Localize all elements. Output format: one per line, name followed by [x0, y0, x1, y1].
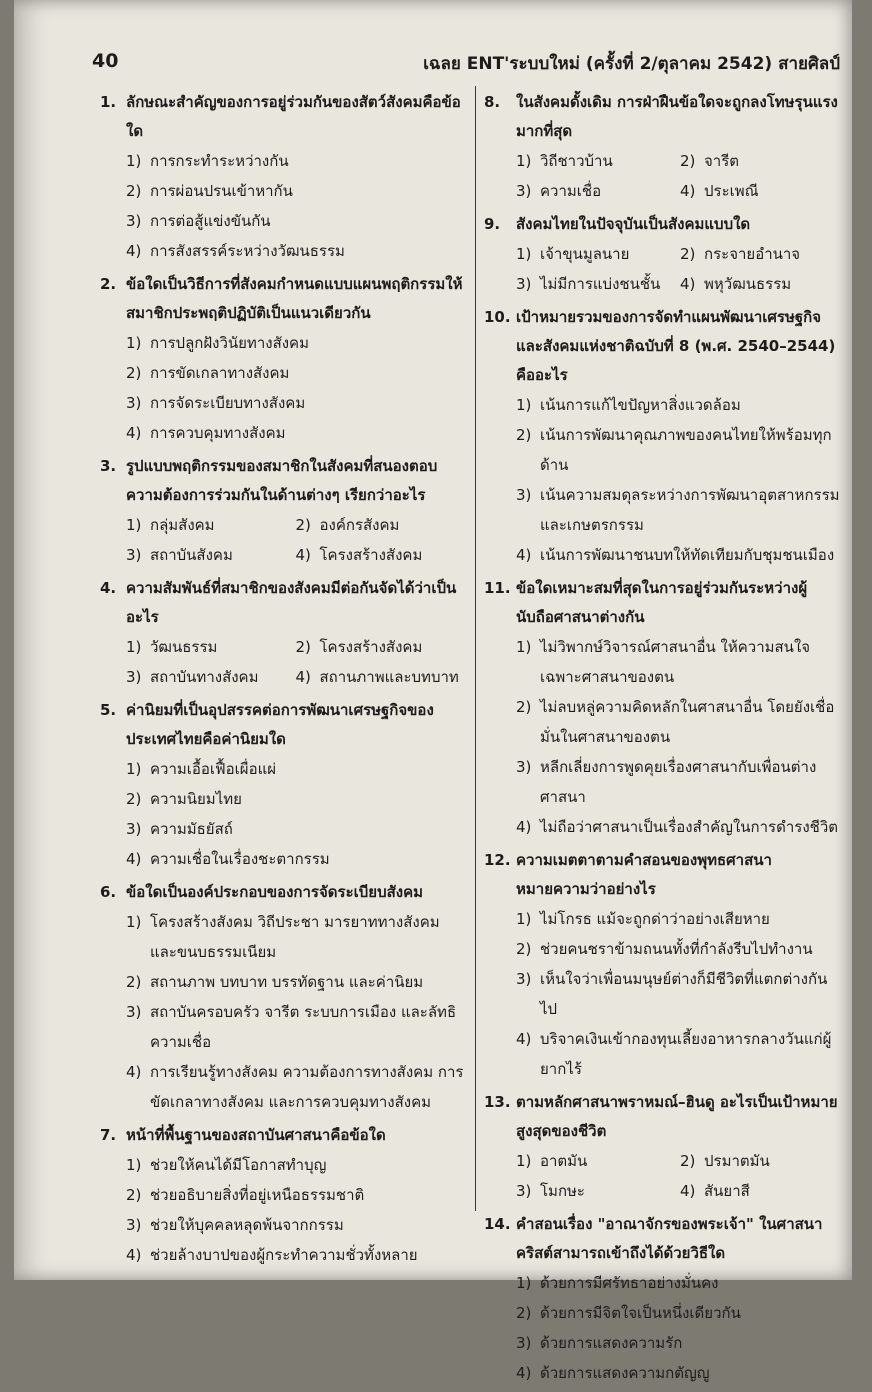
- option-text: ประเพณี: [704, 182, 759, 200]
- option-text: สถาบันครอบครัว จารีต ระบบการเมือง และลัทธิความเชื่อ: [150, 1003, 457, 1051]
- answer-option: [126, 784, 465, 814]
- option-number: 1): [126, 516, 142, 534]
- answer-option: [516, 632, 844, 692]
- answer-option: [126, 146, 465, 176]
- option-text: วิถีชาวบ้าน: [540, 152, 613, 170]
- answer-option: [516, 239, 680, 269]
- answer-option: [296, 510, 466, 540]
- question-text: สังคมไทยในปัจจุบันเป็นสังคมแบบใด: [516, 215, 751, 233]
- answer-option: [126, 844, 465, 874]
- question-item: [100, 1121, 465, 1270]
- option-text: ช่วยอธิบายสิ่งที่อยู่เหนือธรรมชาติ: [150, 1186, 365, 1204]
- question-stem: [484, 846, 844, 904]
- answer-option: [126, 1180, 465, 1210]
- answer-options: [126, 510, 465, 570]
- option-row: [126, 662, 465, 692]
- option-row: [516, 269, 844, 299]
- question-number: 13.: [484, 1093, 511, 1111]
- option-number: 4): [680, 275, 696, 293]
- answer-option: [126, 1057, 465, 1117]
- answer-options: [516, 390, 844, 570]
- option-number: 1): [126, 334, 142, 352]
- right-column: [484, 88, 844, 1392]
- option-text: ช่วยให้คนได้มีโอกาสทำบุญ: [150, 1156, 327, 1174]
- option-text: ช่วยล้างบาปของผู้กระทำความชั่วทั้งหลาย: [150, 1246, 418, 1264]
- option-number: 1): [126, 1156, 142, 1174]
- option-number: 4): [126, 1246, 142, 1264]
- option-text: ด้วยการแสดงความรัก: [540, 1334, 683, 1352]
- answer-option: [680, 1146, 844, 1176]
- option-text: การเรียนรู้ทางสังคม ความต้องการทางสังคม การขัดเกลาทางสังคม และการควบคุมทางสังคม: [150, 1063, 464, 1111]
- question-number: 12.: [484, 851, 511, 869]
- option-number: 4): [516, 818, 532, 836]
- option-number: 2): [680, 1152, 696, 1170]
- question-text: ลักษณะสำคัญของการอยู่ร่วมกันของสัตว์สังคมคือข้อใด: [126, 93, 461, 140]
- option-text: เน้นการพัฒนาชนบทให้ทัดเทียมกับชุมชนเมือง: [540, 546, 835, 564]
- option-number: 1): [516, 396, 532, 414]
- answer-option: [516, 540, 844, 570]
- answer-options: [126, 754, 465, 874]
- answer-option: [516, 934, 844, 964]
- answer-option: [126, 662, 296, 692]
- question-number: 9.: [484, 215, 501, 233]
- option-text: เน้นความสมดุลระหว่างการพัฒนาอุตสาหกรรมและเกษตรกรรม: [540, 486, 840, 534]
- question-stem: [484, 88, 844, 146]
- option-text: ความเอื้อเฟื้อเผื่อแผ่: [150, 760, 277, 778]
- option-number: 2): [516, 426, 532, 444]
- question-item: [100, 574, 465, 692]
- answer-option: [126, 967, 465, 997]
- option-text: การสังสรรค์ระหว่างวัฒนธรรม: [150, 242, 345, 260]
- question-item: [484, 1088, 844, 1206]
- page-header: [92, 50, 840, 78]
- option-text: โครงสร้างสังคม: [319, 638, 423, 656]
- option-text: การควบคุมทางสังคม: [150, 424, 286, 442]
- answer-option: [126, 540, 296, 570]
- column-divider: [475, 86, 476, 1211]
- option-text: สถาบันทางสังคม: [150, 668, 259, 686]
- option-text: องค์กรสังคม: [319, 516, 400, 534]
- option-row: [126, 510, 465, 540]
- option-row: [126, 632, 465, 662]
- option-number: 3): [516, 486, 532, 504]
- option-text: ความเชื่อในเรื่องชะตากรรม: [150, 850, 330, 868]
- answer-option: [516, 1176, 680, 1206]
- option-text: ไม่ลบหลู่ความคิดหลักในศาสนาอื่น โดยยังเชื่อมั่นในศาสนาของตน: [540, 698, 835, 746]
- answer-option: [296, 632, 466, 662]
- question-text: ข้อใดเหมาะสมที่สุดในการอยู่ร่วมกันระหว่างผู้นับถือศาสนาต่างกัน: [516, 579, 808, 626]
- question-number: 5.: [100, 701, 117, 719]
- question-text: รูปแบบพฤติกรรมของสมาชิกในสังคมที่สนองตอบความต้องการร่วมกันในด้านต่างๆ เรียกว่าอะไร: [126, 457, 438, 504]
- option-number: 1): [516, 1274, 532, 1292]
- question-item: [100, 878, 465, 1117]
- answer-option: [126, 358, 465, 388]
- question-stem: [100, 574, 465, 632]
- option-text: การผ่อนปรนเข้าหากัน: [150, 182, 293, 200]
- answer-option: [296, 662, 466, 692]
- option-number: 1): [126, 638, 142, 656]
- page-number: 40: [92, 50, 119, 72]
- answer-options: [516, 904, 844, 1084]
- answer-option: [680, 239, 844, 269]
- option-number: 3): [516, 1334, 532, 1352]
- option-text: ไม่มีการแบ่งชนชั้น: [540, 275, 661, 293]
- answer-options: [516, 1268, 844, 1388]
- option-text: กลุ่มสังคม: [150, 516, 215, 534]
- option-text: บริจาคเงินเข้ากองทุนเลี้ยงอาหารกลางวันแก่ผู้ยากไร้: [540, 1030, 832, 1078]
- option-text: เห็นใจว่าเพื่อนมนุษย์ต่างก็มีชีวิตที่แตกต่างกันไป: [540, 970, 828, 1018]
- question-stem: [100, 1121, 465, 1150]
- answer-option: [680, 269, 844, 299]
- option-number: 3): [516, 275, 532, 293]
- answer-option: [516, 964, 844, 1024]
- answer-option: [516, 480, 844, 540]
- option-number: 4): [126, 1063, 142, 1081]
- question-stem: [100, 88, 465, 146]
- exam-page: [14, 0, 852, 1382]
- option-row: [516, 1176, 844, 1206]
- question-number: 1.: [100, 93, 117, 111]
- option-number: 2): [680, 152, 696, 170]
- option-text: วัฒนธรรม: [150, 638, 218, 656]
- option-text: ด้วยการมีจิตใจเป็นหนึ่งเดียวกัน: [540, 1304, 741, 1322]
- option-row: [126, 540, 465, 570]
- answer-option: [126, 328, 465, 358]
- option-number: 1): [516, 638, 532, 656]
- question-number: 8.: [484, 93, 501, 111]
- question-text: ความสัมพันธ์ที่สมาชิกของสังคมมีต่อกันจัดได้ว่าเป็นอะไร: [126, 579, 457, 626]
- question-item: [100, 270, 465, 448]
- answer-option: [516, 812, 844, 842]
- answer-option: [516, 1268, 844, 1298]
- option-number: 3): [516, 970, 532, 988]
- option-row: [516, 146, 844, 176]
- option-number: 1): [126, 760, 142, 778]
- question-text: หน้าที่พื้นฐานของสถาบันศาสนาคือข้อใด: [126, 1126, 386, 1144]
- option-row: [516, 1146, 844, 1176]
- answer-option: [126, 206, 465, 236]
- answer-option: [680, 146, 844, 176]
- option-number: 2): [516, 698, 532, 716]
- option-number: 3): [126, 546, 142, 564]
- answer-option: [680, 176, 844, 206]
- option-number: 1): [516, 152, 532, 170]
- question-number: 10.: [484, 308, 511, 326]
- option-number: 3): [126, 212, 142, 230]
- answer-option: [516, 692, 844, 752]
- option-text: ช่วยคนชราข้ามถนนทั้งที่กำลังรีบไปทำงาน: [540, 940, 813, 958]
- option-number: 2): [680, 245, 696, 263]
- question-number: 11.: [484, 579, 511, 597]
- answer-option: [516, 752, 844, 812]
- option-text: ความนิยมไทย: [150, 790, 242, 808]
- question-text: ข้อใดเป็นวิธีการที่สังคมกำหนดแบบแผนพฤติกรรมให้สมาชิกประพฤติปฏิบัติเป็นแนวเดียวกัน: [126, 275, 463, 322]
- answer-options: [126, 632, 465, 692]
- option-number: 2): [126, 182, 142, 200]
- answer-option: [126, 907, 465, 967]
- option-number: 2): [126, 790, 142, 808]
- option-text: ไม่วิพากษ์วิจารณ์ศาสนาอื่น ให้ความสนใจเฉพาะศาสนาของตน: [540, 638, 811, 686]
- option-text: ด้วยการมีศรัทธาอย่างมั่นคง: [540, 1274, 719, 1292]
- option-text: โครงสร้างสังคม วิถีประชา มารยาททางสังคม และขนบธรรมเนียม: [150, 913, 440, 961]
- answer-options: [126, 146, 465, 266]
- answer-option: [126, 418, 465, 448]
- question-stem: [484, 1088, 844, 1146]
- option-number: 2): [295, 516, 311, 534]
- answer-option: [516, 1024, 844, 1084]
- option-number: 1): [516, 910, 532, 928]
- option-number: 3): [126, 820, 142, 838]
- question-item: [484, 88, 844, 206]
- answer-option: [516, 1358, 844, 1388]
- question-item: [100, 696, 465, 874]
- question-text: ค่านิยมที่เป็นอุปสรรคต่อการพัฒนาเศรษฐกิจของประเทศไทยคือค่านิยมใด: [126, 701, 434, 748]
- option-text: ความมัธยัสถ์: [150, 820, 233, 838]
- answer-option: [126, 632, 296, 662]
- question-number: 3.: [100, 457, 117, 475]
- answer-option: [516, 1328, 844, 1358]
- answer-option: [126, 1240, 465, 1270]
- running-title: เฉลย ENT'ระบบใหม่ (ครั้งที่ 2/ตุลาคม 2542) สายศิลป์: [423, 54, 840, 74]
- answer-option: [516, 1298, 844, 1328]
- option-number: 1): [516, 245, 532, 263]
- answer-option: [126, 997, 465, 1057]
- answer-option: [516, 904, 844, 934]
- question-number: 7.: [100, 1126, 117, 1144]
- option-number: 2): [295, 638, 311, 656]
- option-text: ไม่โกรธ แม้จะถูกด่าว่าอย่างเสียหาย: [540, 910, 770, 928]
- question-stem: [484, 1210, 844, 1268]
- answer-option: [516, 1146, 680, 1176]
- option-number: 4): [126, 424, 142, 442]
- option-text: ด้วยการแสดงความกตัญญู: [540, 1364, 710, 1382]
- option-row: [516, 239, 844, 269]
- option-number: 1): [516, 1152, 532, 1170]
- answer-option: [516, 146, 680, 176]
- option-text: หลีกเลี่ยงการพูดคุยเรื่องศาสนากับเพื่อนต่างศาสนา: [540, 758, 817, 806]
- option-text: เจ้าขุนมูลนาย: [540, 245, 630, 263]
- question-number: 2.: [100, 275, 117, 293]
- answer-option: [516, 269, 680, 299]
- option-number: 4): [516, 1030, 532, 1048]
- question-stem: [484, 210, 844, 239]
- option-number: 3): [126, 1216, 142, 1234]
- option-row: [516, 176, 844, 206]
- answer-option: [126, 176, 465, 206]
- answer-options: [516, 146, 844, 206]
- question-stem: [100, 270, 465, 328]
- option-number: 2): [126, 973, 142, 991]
- question-text: ความเมตตาตามคำสอนของพุทธศาสนาหมายความว่าอย่างไร: [516, 851, 772, 898]
- question-item: [100, 452, 465, 570]
- question-item: [484, 846, 844, 1084]
- option-text: สถานภาพและบทบาท: [319, 668, 459, 686]
- option-number: 3): [126, 1003, 142, 1021]
- question-number: 4.: [100, 579, 117, 597]
- question-item: [100, 88, 465, 266]
- option-number: 1): [126, 152, 142, 170]
- answer-option: [126, 236, 465, 266]
- option-number: 4): [680, 182, 696, 200]
- answer-option: [680, 1176, 844, 1206]
- question-text: ตามหลักศาสนาพราหมณ์–ฮินดู อะไรเป็นเป้าหมายสูงสุดของชีวิต: [516, 1093, 838, 1140]
- option-number: 4): [295, 546, 311, 564]
- option-text: การต่อสู้แข่งขันกัน: [150, 212, 271, 230]
- question-text: ข้อใดเป็นองค์ประกอบของการจัดระเบียบสังคม: [126, 883, 423, 901]
- option-number: 2): [126, 1186, 142, 1204]
- answer-options: [516, 1146, 844, 1206]
- answer-options: [516, 239, 844, 299]
- answer-options: [516, 632, 844, 842]
- answer-options: [126, 328, 465, 448]
- option-text: การปลูกฝังวินัยทางสังคม: [150, 334, 309, 352]
- option-number: 3): [516, 758, 532, 776]
- question-text: ในสังคมดั้งเดิม การฝ่าฝืนข้อใดจะถูกลงโทษรุนแรงมากที่สุด: [516, 93, 838, 140]
- question-number: 14.: [484, 1215, 511, 1233]
- question-stem: [100, 696, 465, 754]
- option-text: การขัดเกลาทางสังคม: [150, 364, 290, 382]
- option-number: 4): [126, 850, 142, 868]
- option-number: 1): [126, 913, 142, 931]
- question-item: [484, 303, 844, 570]
- option-number: 2): [516, 1304, 532, 1322]
- question-stem: [484, 303, 844, 390]
- left-column: [100, 88, 465, 1274]
- answer-option: [126, 1210, 465, 1240]
- answer-option: [126, 510, 296, 540]
- option-number: 3): [516, 1182, 532, 1200]
- option-text: สันยาสี: [704, 1182, 750, 1200]
- answer-option: [516, 420, 844, 480]
- option-text: สถาบันสังคม: [150, 546, 233, 564]
- option-text: พหุวัฒนธรรม: [704, 275, 792, 293]
- option-number: 4): [516, 1364, 532, 1382]
- option-text: ปรมาตมัน: [704, 1152, 770, 1170]
- option-text: ความเชื่อ: [540, 182, 602, 200]
- question-text: คำสอนเรื่อง "อาณาจักรของพระเจ้า" ในศาสนาคริสต์สามารถเข้าถึงได้ด้วยวิธีใด: [516, 1215, 823, 1262]
- question-item: [484, 1210, 844, 1388]
- question-item: [484, 210, 844, 299]
- option-text: ไม่ถือว่าศาสนาเป็นเรื่องสำคัญในการดำรงชีวิต: [540, 818, 838, 836]
- answer-option: [126, 388, 465, 418]
- option-number: 4): [516, 546, 532, 564]
- option-text: สถานภาพ บทบาท บรรทัดฐาน และค่านิยม: [150, 973, 424, 991]
- option-number: 3): [126, 394, 142, 412]
- option-text: กระจายอำนาจ: [704, 245, 801, 263]
- answer-options: [126, 1150, 465, 1270]
- answer-option: [516, 176, 680, 206]
- option-number: 2): [126, 364, 142, 382]
- option-number: 4): [126, 242, 142, 260]
- question-number: 6.: [100, 883, 117, 901]
- question-stem: [484, 574, 844, 632]
- option-text: การจัดระเบียบทางสังคม: [150, 394, 306, 412]
- question-stem: [100, 452, 465, 510]
- option-text: เน้นการแก้ไขปัญหาสิ่งแวดล้อม: [540, 396, 741, 414]
- option-number: 4): [295, 668, 311, 686]
- option-text: โมกษะ: [540, 1182, 585, 1200]
- answer-option: [296, 540, 466, 570]
- answer-options: [126, 907, 465, 1117]
- question-stem: [100, 878, 465, 907]
- option-text: การกระทำระหว่างกัน: [150, 152, 289, 170]
- option-number: 4): [680, 1182, 696, 1200]
- option-text: เน้นการพัฒนาคุณภาพของคนไทยให้พร้อมทุกด้าน: [540, 426, 832, 474]
- option-text: ช่วยให้บุคคลหลุดพ้นจากกรรม: [150, 1216, 344, 1234]
- option-number: 2): [516, 940, 532, 958]
- answer-option: [516, 390, 844, 420]
- answer-option: [126, 814, 465, 844]
- question-item: [484, 574, 844, 842]
- answer-option: [126, 1150, 465, 1180]
- option-text: จารีต: [704, 152, 740, 170]
- answer-option: [126, 754, 465, 784]
- option-text: โครงสร้างสังคม: [319, 546, 423, 564]
- option-number: 3): [126, 668, 142, 686]
- option-number: 3): [516, 182, 532, 200]
- option-text: อาตมัน: [540, 1152, 588, 1170]
- question-text: เป้าหมายรวมของการจัดทำแผนพัฒนาเศรษฐกิจและสังคมแห่งชาติฉบับที่ 8 (พ.ศ. 2540–2544) คืออะไร: [516, 308, 836, 384]
